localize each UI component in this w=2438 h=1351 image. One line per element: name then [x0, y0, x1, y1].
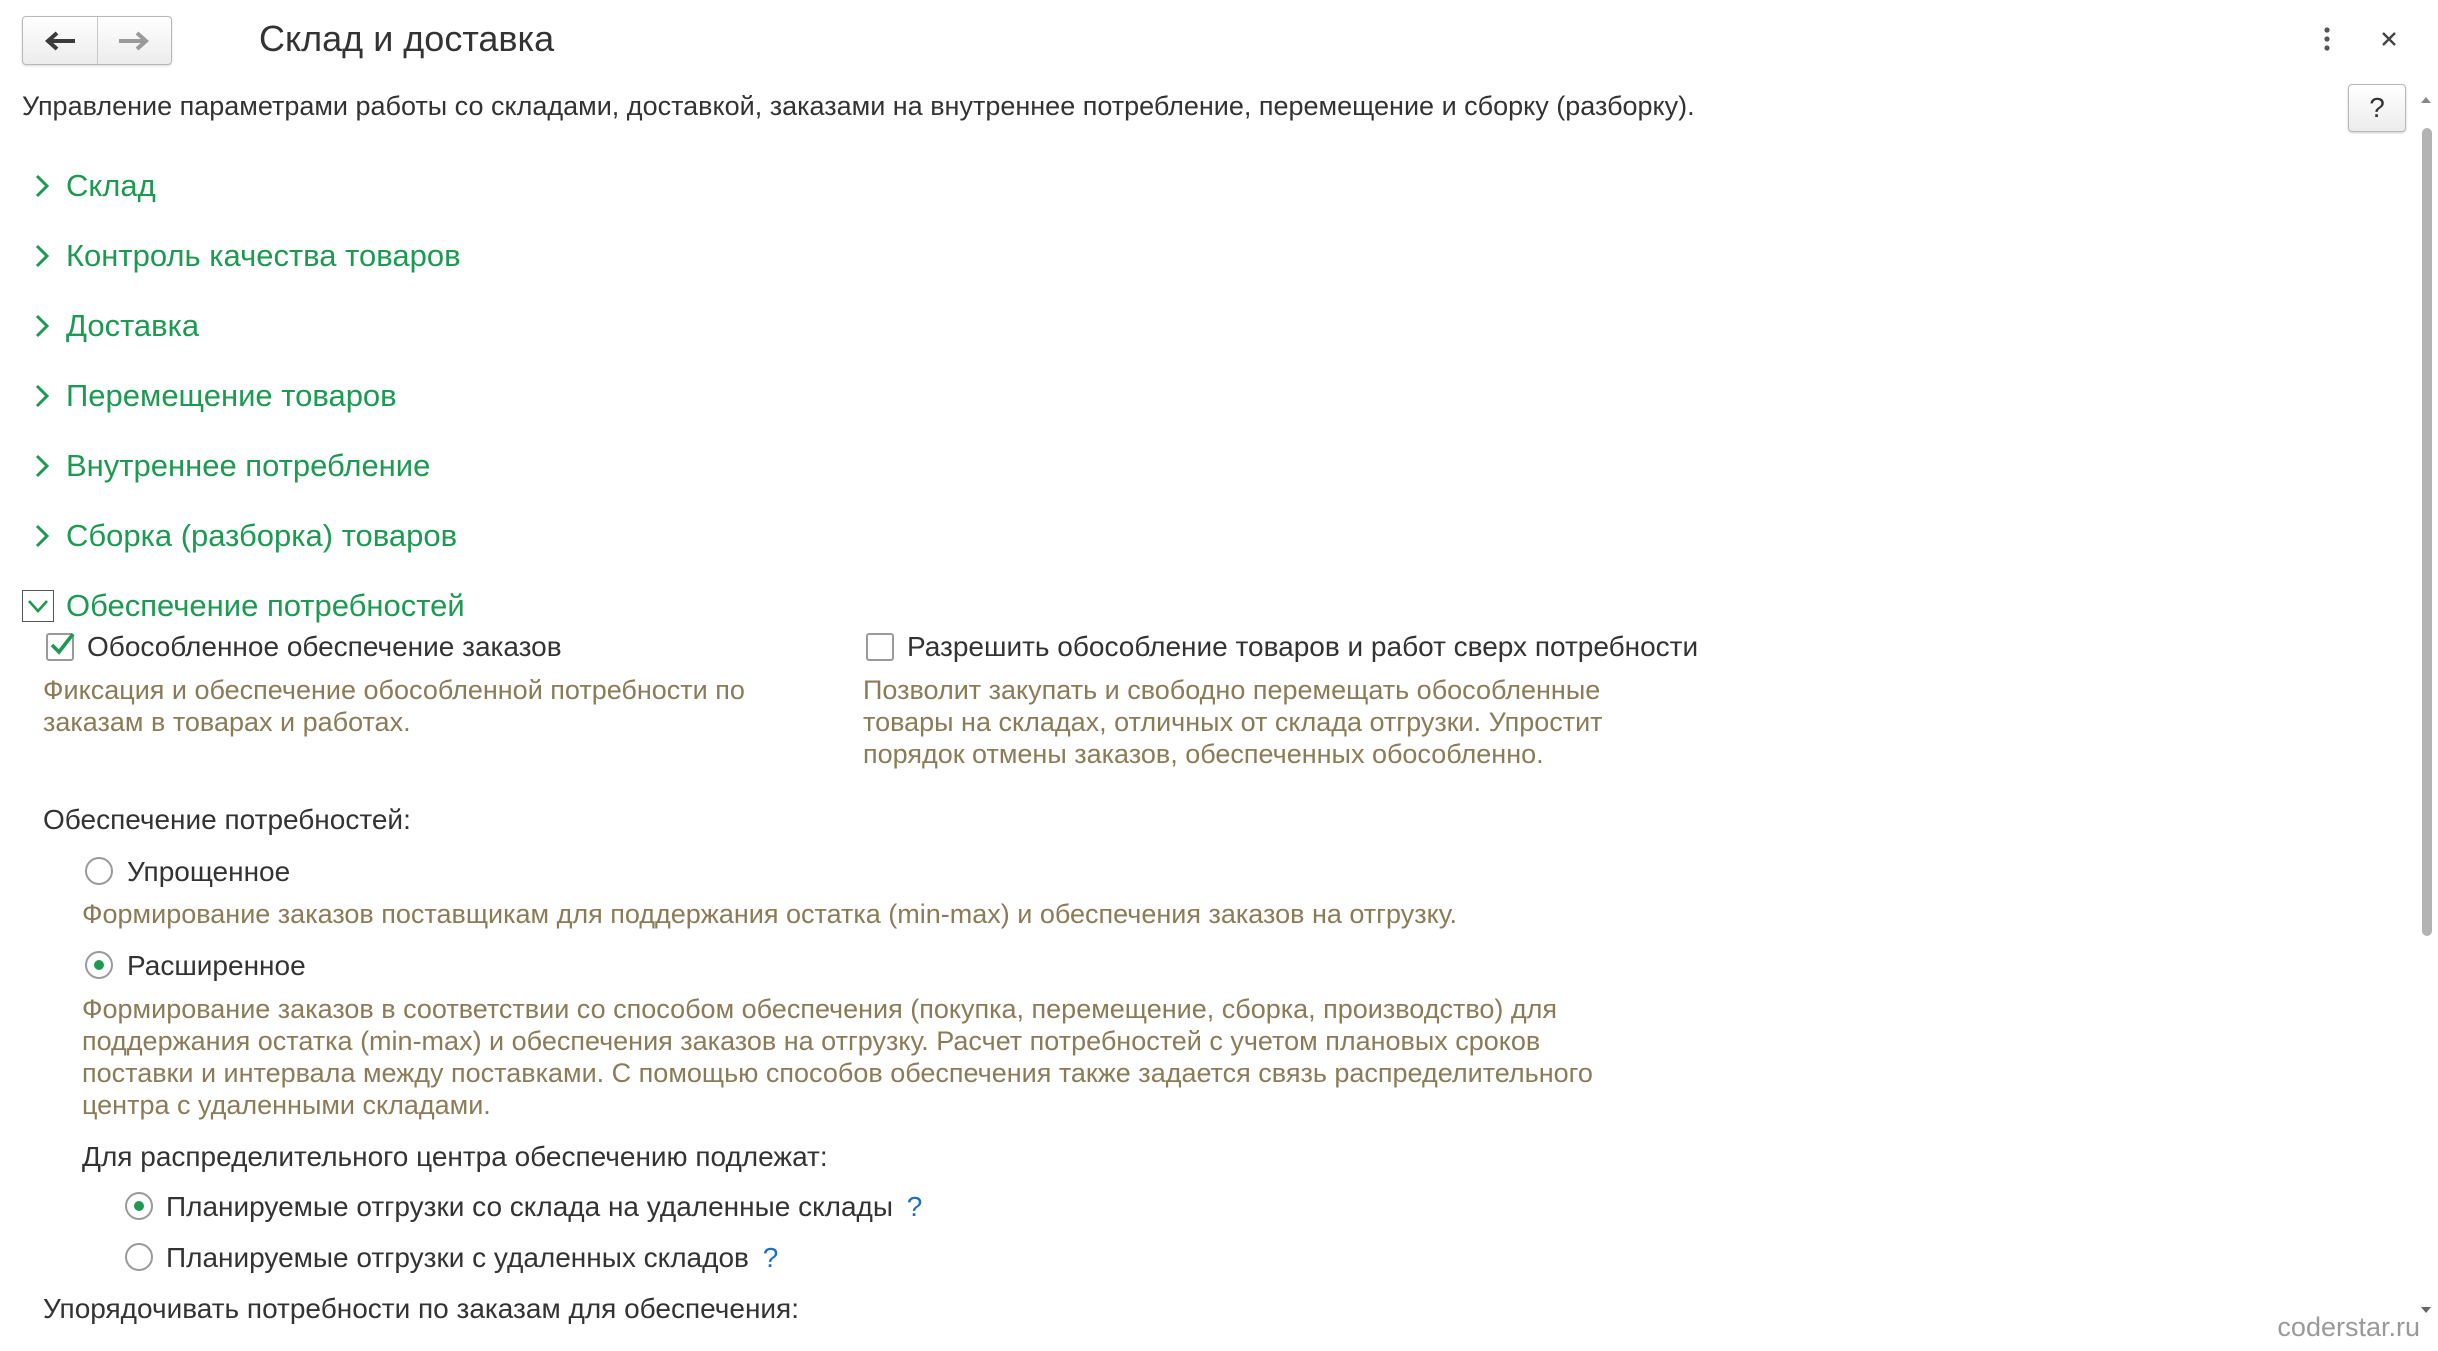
section-delivery[interactable] [28, 304, 199, 348]
watermark: coderstar.ru [2277, 1312, 2420, 1342]
section-goods-transfer[interactable] [28, 374, 397, 418]
section-label: Сборка (разборка) товаров [66, 518, 458, 553]
dc-label: Для распределительного центра обеспечению подлежат: [82, 1141, 828, 1172]
chevron-down-box [22, 590, 54, 622]
section-needs-provision[interactable] [22, 584, 465, 628]
section-internal-consumption[interactable] [28, 444, 430, 488]
page-description: Управление параметрами работы со складами, доставкой, заказами на внутреннее потребление, перемещение и сборку (разборку). [22, 91, 1695, 121]
mode-simple-hint: Формирование заказов поставщикам для поддержания остатка (min-max) и обеспечения заказов на отгрузку. [82, 899, 1458, 929]
checkmark-icon [47, 630, 77, 660]
isolated-orders-label: Обособленное обеспечение заказов [87, 631, 562, 662]
dc-option-outgoing-label: Планируемые отгрузки со склада на удаленные склады ? [166, 1191, 923, 1222]
chevron-right-icon [33, 243, 51, 269]
section-sklad[interactable] [28, 164, 156, 208]
isolated-orders-checkbox[interactable] [46, 633, 74, 661]
mode-simple-radio[interactable] [85, 857, 113, 885]
close-button[interactable] [2372, 22, 2406, 56]
dc-option-remote-label: Планируемые отгрузки с удаленных складов ? [166, 1242, 779, 1273]
mode-simple-label: Упрощенное [127, 856, 291, 887]
scroll-up-icon[interactable] [2418, 92, 2434, 108]
help-link-icon[interactable]: ? [762, 1242, 779, 1273]
allow-isolation-label: Разрешить обособление товаров и работ сверх потребности [907, 631, 1699, 662]
mode-extended-label: Расширенное [127, 950, 306, 981]
back-button[interactable] [23, 17, 97, 64]
vertical-dots-icon [2312, 22, 2342, 56]
arrow-left-icon [43, 30, 77, 52]
dc-option-remote-radio[interactable] [125, 1243, 153, 1271]
chevron-right-icon [33, 313, 51, 339]
section-assembly[interactable] [28, 514, 457, 558]
section-label: Перемещение товаров [66, 378, 397, 413]
arrow-right-icon [117, 30, 151, 52]
forward-button[interactable] [97, 17, 172, 64]
section-label: Обеспечение потребностей [66, 588, 465, 623]
section-label: Внутреннее потребление [66, 448, 431, 483]
page-title: Склад и доставка [259, 18, 555, 59]
section-quality-control[interactable] [28, 234, 461, 278]
chevron-right-icon [33, 383, 51, 409]
help-link-icon[interactable]: ? [906, 1191, 923, 1222]
chevron-right-icon [33, 453, 51, 479]
needs-mode-label: Обеспечение потребностей: [43, 804, 411, 835]
section-label: Контроль качества товаров [66, 238, 461, 273]
section-label: Склад [66, 168, 156, 203]
scroll-down-icon[interactable] [2418, 1302, 2434, 1318]
isolated-orders-hint: Фиксация и обеспечение обособленной потребности по заказам в товарах и работах. [43, 675, 745, 737]
allow-isolation-hint: Позволит закупать и свободно перемещать обособленные товары на складах, отличных от склада отгрузки. Упростит порядок отмены заказов, обеспеченных обособленно. [863, 675, 1603, 769]
help-button[interactable]: ? [2348, 84, 2406, 132]
more-menu-button[interactable] [2312, 22, 2342, 56]
section-label: Доставка [66, 308, 200, 343]
order-needs-label: Упорядочивать потребности по заказам для обеспечения: [43, 1293, 799, 1324]
mode-extended-hint: Формирование заказов в соответствии со способом обеспечения (покупка, перемещение, сборка, производство) для поддержания остатка (min-max) и обеспечения заказов на отгрузку. Расчет потребностей с учетом плановых сроков поставки и интервала между поставками. С помощью способов обеспечения также задается связь распределительного центра с удаленными складами. [82, 994, 1593, 1120]
chevron-right-icon [33, 173, 51, 199]
chevron-down-icon [26, 598, 50, 614]
scrollbar-thumb[interactable] [2422, 128, 2432, 936]
dc-option-outgoing-radio[interactable] [125, 1192, 153, 1220]
allow-isolation-checkbox[interactable] [866, 633, 894, 661]
chevron-right-icon [33, 523, 51, 549]
close-icon [2372, 22, 2406, 56]
mode-extended-radio[interactable] [85, 951, 113, 979]
navigation-buttons [22, 16, 172, 65]
